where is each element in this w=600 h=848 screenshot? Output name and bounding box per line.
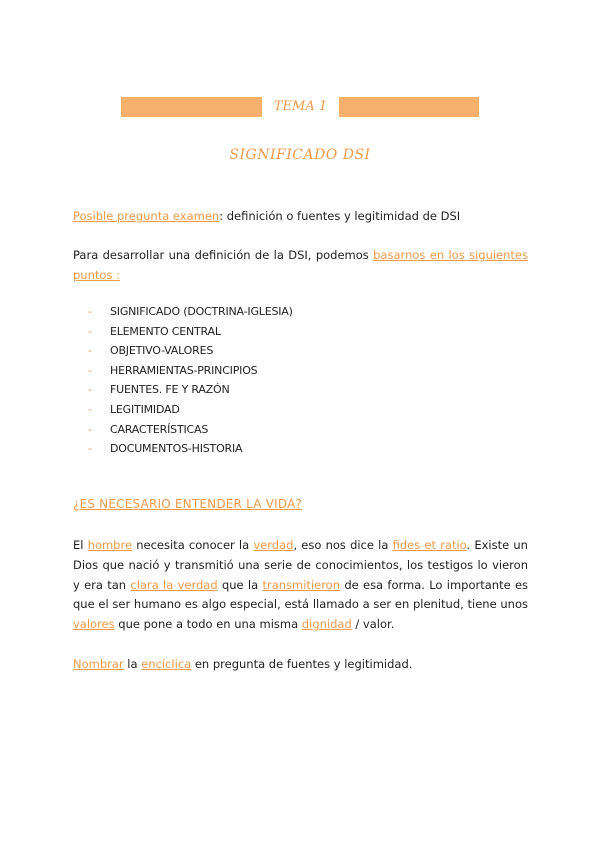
highlight-enciclica: encíclica xyxy=(141,657,192,671)
list-dash: - xyxy=(88,344,92,358)
header-banner xyxy=(121,97,479,117)
intro-highlight: basarnos en los siguientes puntos xyxy=(73,248,528,282)
list-item xyxy=(88,361,293,381)
paragraph-text: que la xyxy=(217,577,263,592)
paragraph-text: que pone a todo en una misma xyxy=(114,617,302,632)
list-item-text: CARACTERÍSTICAS xyxy=(110,422,209,436)
list-item xyxy=(88,322,293,342)
intro-paragraph xyxy=(73,245,528,285)
list-dash: - xyxy=(88,402,92,416)
list-item-text: HERRAMIENTAS-PRINCIPIOS xyxy=(110,363,258,377)
paragraph-text: , eso nos dice la xyxy=(293,538,393,552)
list-item xyxy=(88,439,293,459)
points-list xyxy=(88,302,293,459)
exam-note xyxy=(73,206,528,226)
highlight-fides-et-ratio: fides et ratio xyxy=(392,538,467,552)
list-item-text: LEGITIMIDAD xyxy=(110,402,180,416)
exam-label: Posible pregunta examen xyxy=(73,209,220,223)
list-dash: - xyxy=(88,324,92,338)
body-paragraph xyxy=(73,536,528,635)
paragraph-text: de esa forma. Lo importante es que el ser humano es algo especial, está llamado a ser en plenitud, tiene unos xyxy=(73,577,529,612)
highlight-hombre: hombre xyxy=(87,538,133,552)
page-title: TEMA 1 xyxy=(273,99,328,114)
header-bar-left xyxy=(121,97,262,117)
highlight-transmitieron: transmitieron xyxy=(262,577,341,592)
list-dash: - xyxy=(88,422,92,436)
list-dash: - xyxy=(88,442,92,456)
list-item-text: FUENTES. FE Y RAZÓN xyxy=(110,383,230,397)
highlight-clara-la-verdad: clara la verdad xyxy=(130,577,218,592)
paragraph-text: necesita conocer la xyxy=(132,538,254,552)
list-dash: - xyxy=(88,363,92,377)
list-dash: - xyxy=(88,305,92,318)
closing-text: la xyxy=(123,657,142,671)
closing-note xyxy=(73,654,528,674)
highlight-dignidad: dignidad xyxy=(301,617,352,632)
exam-text: : definición o fuentes y legitimidad de DSI xyxy=(219,209,461,223)
list-item xyxy=(88,420,293,440)
intro-text: Para desarrollar una definición de la DSI, podemos xyxy=(73,248,374,262)
list-item-text: ELEMENTO CENTRAL xyxy=(110,324,221,338)
section-subtitle: SIGNIFICADO DSI xyxy=(229,147,371,163)
list-item xyxy=(88,302,293,322)
list-item xyxy=(88,341,293,361)
list-item-text: DOCUMENTOS-HISTORIA xyxy=(110,442,243,456)
list-item xyxy=(88,400,293,420)
list-dash: - xyxy=(88,383,92,397)
list-item-text: OBJETIVO-VALORES xyxy=(110,344,214,358)
highlight-verdad: verdad xyxy=(253,538,294,552)
list-item-text: SIGNIFICADO (DOCTRINA-IGLESIA) xyxy=(110,305,293,318)
paragraph-text: El xyxy=(73,538,88,552)
list-item xyxy=(88,380,293,400)
section-question: ¿ES NECESARIO ENTENDER LA VIDA? xyxy=(73,497,303,511)
highlight-nombrar: Nombrar xyxy=(73,657,124,671)
intro-tail: : xyxy=(112,268,120,282)
closing-text: en pregunta de fuentes y legitimidad. xyxy=(191,657,413,671)
header-bar-right xyxy=(339,97,479,117)
paragraph-text: . Existe un Dios que nació y transmitió una serie de conocimientos, los testigos lo vieron y era tan xyxy=(73,538,528,592)
highlight-valores: valores xyxy=(73,617,115,632)
paragraph-text: / valor. xyxy=(351,617,395,632)
